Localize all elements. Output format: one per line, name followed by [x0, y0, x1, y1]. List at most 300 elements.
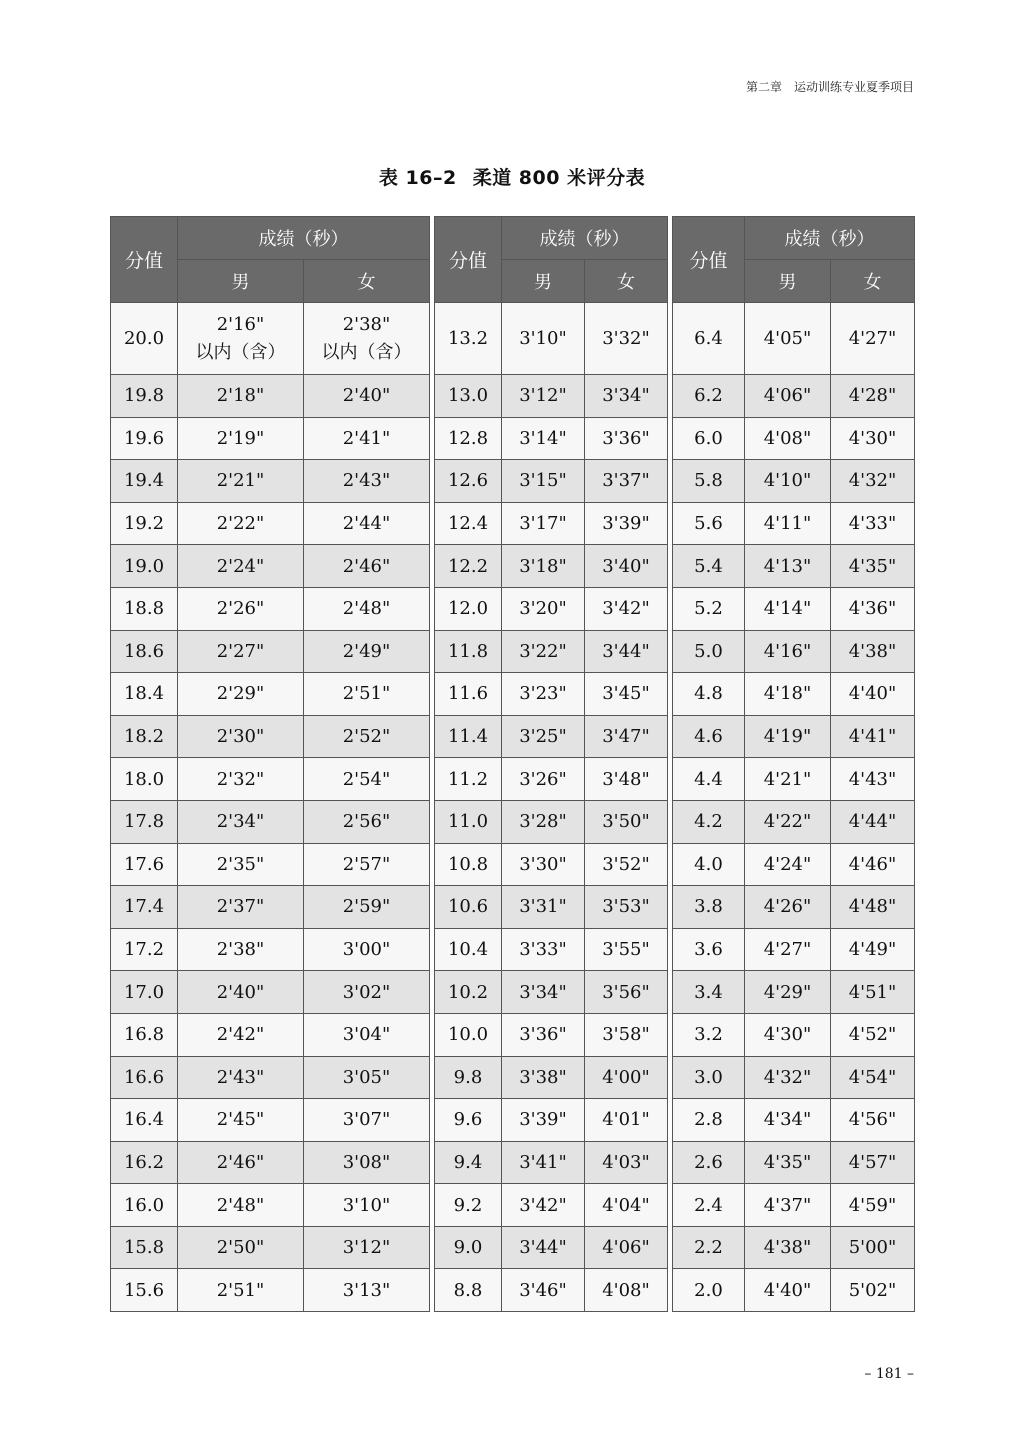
male-time: 2'16" [216, 313, 265, 335]
male-time-cell: 3'44" [502, 1226, 585, 1269]
male-time-cell: 3'14" [502, 417, 585, 460]
table-row [673, 1226, 915, 1269]
male-time-cell: 3'22" [502, 630, 585, 673]
score-cell: 5.6 [673, 502, 745, 545]
male-time-cell: 4'18" [745, 673, 831, 716]
table-row [111, 758, 430, 801]
female-time-cell: 4'59" [831, 1184, 915, 1227]
score-cell: 19.6 [111, 417, 178, 460]
male-time-cell: 3'26" [502, 758, 585, 801]
score-cell: 16.4 [111, 1099, 178, 1142]
table-row [435, 417, 668, 460]
score-cell: 17.8 [111, 800, 178, 843]
female-time-cell: 4'41" [831, 715, 915, 758]
female-time-cell: 4'04" [585, 1184, 668, 1227]
score-cell: 16.6 [111, 1056, 178, 1099]
female-time-cell: 4'49" [831, 928, 915, 971]
male-time-cell: 3'17" [502, 502, 585, 545]
score-header: 分值 [111, 217, 178, 303]
female-time-cell: 4'46" [831, 843, 915, 886]
score-cell: 15.8 [111, 1226, 178, 1269]
table-row [111, 417, 430, 460]
score-value: 20.0 [123, 327, 165, 349]
score-cell [435, 303, 502, 375]
table-row [673, 587, 915, 630]
male-time-cell: 4'38" [745, 1226, 831, 1269]
female-time-cell: 2'43" [304, 460, 430, 503]
table-number: 表 16–2 [378, 167, 457, 189]
page-number: – 181 – [864, 1366, 914, 1382]
table-row [673, 1184, 915, 1227]
female-time-cell: 2'52" [304, 715, 430, 758]
score-cell: 19.0 [111, 545, 178, 588]
score-cell: 13.0 [435, 375, 502, 418]
score-cell: 2.2 [673, 1226, 745, 1269]
score-cell: 16.2 [111, 1141, 178, 1184]
female-time-cell: 3'05" [304, 1056, 430, 1099]
table-row [673, 1013, 915, 1056]
female-header: 女 [304, 260, 430, 303]
female-time-cell: 2'51" [304, 673, 430, 716]
table-row [673, 1141, 915, 1184]
table-row [435, 502, 668, 545]
table-row [435, 1056, 668, 1099]
table-row [435, 303, 668, 375]
table-title-text: 柔道 800 米评分表 [472, 167, 646, 189]
score-cell: 10.6 [435, 886, 502, 929]
female-time-cell: 4'52" [831, 1013, 915, 1056]
male-time-cell: 3'33" [502, 928, 585, 971]
female-time-cell: 3'42" [585, 587, 668, 630]
score-value: 13.2 [447, 327, 489, 349]
male-time-cell: 2'46" [178, 1141, 304, 1184]
score-cell: 4.4 [673, 758, 745, 801]
male-time-cell: 3'38" [502, 1056, 585, 1099]
table-row [111, 460, 430, 503]
score-cell: 5.0 [673, 630, 745, 673]
table-row [111, 800, 430, 843]
table-row [435, 375, 668, 418]
female-time-cell: 5'00" [831, 1226, 915, 1269]
male-time-cell: 3'46" [502, 1269, 585, 1312]
table-row [111, 545, 430, 588]
table-row [435, 1013, 668, 1056]
score-cell: 3.6 [673, 928, 745, 971]
table-row [673, 800, 915, 843]
table-row [111, 587, 430, 630]
male-time-cell: 3'23" [502, 673, 585, 716]
male-time-cell: 2'30" [178, 715, 304, 758]
score-cell: 4.0 [673, 843, 745, 886]
male-time-cell [745, 303, 831, 375]
female-time-cell: 3'13" [304, 1269, 430, 1312]
male-time-cell: 3'34" [502, 971, 585, 1014]
female-time-cell: 3'37" [585, 460, 668, 503]
score-cell: 18.2 [111, 715, 178, 758]
table-row [673, 673, 915, 716]
table-row [673, 502, 915, 545]
male-time: 4'05" [763, 327, 812, 349]
score-cell: 16.8 [111, 1013, 178, 1056]
female-time-cell: 3'52" [585, 843, 668, 886]
male-time-cell: 3'28" [502, 800, 585, 843]
score-cell: 17.4 [111, 886, 178, 929]
female-time-cell: 4'48" [831, 886, 915, 929]
female-time-cell: 4'36" [831, 587, 915, 630]
male-time-cell: 2'37" [178, 886, 304, 929]
score-cell: 18.8 [111, 587, 178, 630]
male-time-cell: 4'06" [745, 375, 831, 418]
table-row [435, 928, 668, 971]
female-time-cell: 3'58" [585, 1013, 668, 1056]
score-cell: 6.2 [673, 375, 745, 418]
male-time-cell: 3'41" [502, 1141, 585, 1184]
male-time-cell: 4'14" [745, 587, 831, 630]
male-time-cell: 4'22" [745, 800, 831, 843]
score-cell: 12.6 [435, 460, 502, 503]
male-time-cell: 3'15" [502, 460, 585, 503]
male-time-cell: 2'27" [178, 630, 304, 673]
table-row [673, 758, 915, 801]
score-table-1 [110, 216, 430, 1312]
male-time-cell: 4'08" [745, 417, 831, 460]
table-row [673, 843, 915, 886]
score-table-3 [672, 216, 915, 1312]
male-time-cell: 2'42" [178, 1013, 304, 1056]
result-header: 成绩（秒） [178, 217, 430, 260]
table-row [673, 545, 915, 588]
table-row [435, 886, 668, 929]
female-time: 4'27" [848, 327, 897, 349]
female-time-cell: 3'04" [304, 1013, 430, 1056]
female-time-cell: 2'59" [304, 886, 430, 929]
running-head: 第二章 运动训练专业夏季项目 [745, 80, 914, 94]
male-time-cell: 2'50" [178, 1226, 304, 1269]
score-cell: 12.2 [435, 545, 502, 588]
female-time-cell: 2'49" [304, 630, 430, 673]
score-cell: 5.8 [673, 460, 745, 503]
table-row [435, 715, 668, 758]
female-time-cell: 4'32" [831, 460, 915, 503]
score-cell: 9.2 [435, 1184, 502, 1227]
score-cell [111, 303, 178, 375]
male-time-cell: 2'18" [178, 375, 304, 418]
female-time-cell: 4'28" [831, 375, 915, 418]
female-time-cell: 4'35" [831, 545, 915, 588]
male-time-cell: 3'31" [502, 886, 585, 929]
female-time-cell: 3'07" [304, 1099, 430, 1142]
score-cell: 2.0 [673, 1269, 745, 1312]
score-cell: 9.4 [435, 1141, 502, 1184]
table-row [111, 843, 430, 886]
male-header: 男 [502, 260, 585, 303]
score-cell: 12.0 [435, 587, 502, 630]
female-time-cell: 4'56" [831, 1099, 915, 1142]
female-time-cell: 4'54" [831, 1056, 915, 1099]
female-time-cell: 3'50" [585, 800, 668, 843]
score-cell: 5.2 [673, 587, 745, 630]
male-time-cell: 2'34" [178, 800, 304, 843]
score-cell: 2.8 [673, 1099, 745, 1142]
male-time-cell: 4'13" [745, 545, 831, 588]
male-time-cell: 3'12" [502, 375, 585, 418]
table-row [673, 928, 915, 971]
male-time-cell: 4'30" [745, 1013, 831, 1056]
female-time-cell: 4'51" [831, 971, 915, 1014]
female-time-cell: 3'55" [585, 928, 668, 971]
table-row [111, 303, 430, 375]
score-cell: 17.6 [111, 843, 178, 886]
female-time: 2'38" [342, 313, 391, 335]
male-time-cell: 4'32" [745, 1056, 831, 1099]
table-row [111, 1184, 430, 1227]
table-row [111, 502, 430, 545]
table-row [435, 1141, 668, 1184]
table-row [435, 1184, 668, 1227]
male-time-cell: 4'26" [745, 886, 831, 929]
score-cell: 8.8 [435, 1269, 502, 1312]
score-cell [673, 303, 745, 375]
score-cell: 10.8 [435, 843, 502, 886]
score-cell: 4.2 [673, 800, 745, 843]
female-time-cell: 2'48" [304, 587, 430, 630]
male-time-cell: 4'19" [745, 715, 831, 758]
female-time-cell: 3'36" [585, 417, 668, 460]
female-time-cell: 3'12" [304, 1226, 430, 1269]
table-row [111, 1226, 430, 1269]
table-row [435, 630, 668, 673]
female-time-cell: 2'46" [304, 545, 430, 588]
score-cell: 16.0 [111, 1184, 178, 1227]
male-time-cell: 2'43" [178, 1056, 304, 1099]
table-row [673, 460, 915, 503]
male-header: 男 [178, 260, 304, 303]
score-cell: 5.4 [673, 545, 745, 588]
score-cell: 15.6 [111, 1269, 178, 1312]
male-time-cell: 2'29" [178, 673, 304, 716]
male-time-cell [502, 303, 585, 375]
female-time-cell: 2'44" [304, 502, 430, 545]
score-cell: 9.6 [435, 1099, 502, 1142]
score-cell: 4.6 [673, 715, 745, 758]
female-time-cell: 3'39" [585, 502, 668, 545]
table-row [673, 971, 915, 1014]
score-table-2 [434, 216, 668, 1312]
table-row [111, 673, 430, 716]
score-cell: 18.4 [111, 673, 178, 716]
table-row [435, 673, 668, 716]
male-time-cell: 2'26" [178, 587, 304, 630]
table-row [673, 886, 915, 929]
male-time-cell: 2'32" [178, 758, 304, 801]
score-cell: 3.2 [673, 1013, 745, 1056]
table-row [673, 1056, 915, 1099]
score-cell: 9.8 [435, 1056, 502, 1099]
table-row [673, 303, 915, 375]
table-row [111, 715, 430, 758]
male-header: 男 [745, 260, 831, 303]
male-time-cell: 3'36" [502, 1013, 585, 1056]
female-time-cell [585, 303, 668, 375]
male-time-cell: 3'20" [502, 587, 585, 630]
table-row [435, 971, 668, 1014]
score-cell: 18.6 [111, 630, 178, 673]
female-time-cell: 3'02" [304, 971, 430, 1014]
female-time-cell: 4'00" [585, 1056, 668, 1099]
male-time-cell: 3'39" [502, 1099, 585, 1142]
score-cell: 10.0 [435, 1013, 502, 1056]
score-header: 分值 [673, 217, 745, 303]
table-row [111, 375, 430, 418]
female-time-cell: 3'10" [304, 1184, 430, 1227]
table-row [111, 630, 430, 673]
score-cell: 11.0 [435, 800, 502, 843]
female-time-cell: 3'08" [304, 1141, 430, 1184]
table-row [435, 1099, 668, 1142]
table-row [435, 545, 668, 588]
male-time-cell: 4'37" [745, 1184, 831, 1227]
male-time-cell: 2'48" [178, 1184, 304, 1227]
result-header: 成绩（秒） [502, 217, 668, 260]
score-cell: 17.2 [111, 928, 178, 971]
male-time-cell: 2'40" [178, 971, 304, 1014]
score-cell: 3.0 [673, 1056, 745, 1099]
female-time-cell: 4'08" [585, 1269, 668, 1312]
female-time-cell: 2'56" [304, 800, 430, 843]
female-time-cell: 4'40" [831, 673, 915, 716]
male-time-cell: 4'35" [745, 1141, 831, 1184]
table-row [111, 971, 430, 1014]
male-time-cell: 4'27" [745, 928, 831, 971]
score-cell: 11.4 [435, 715, 502, 758]
table-row [673, 1099, 915, 1142]
female-time-cell: 3'45" [585, 673, 668, 716]
table-row [111, 1056, 430, 1099]
female-time: 3'32" [602, 327, 650, 349]
result-header: 成绩（秒） [745, 217, 915, 260]
female-time-cell: 2'54" [304, 758, 430, 801]
female-time-cell: 4'30" [831, 417, 915, 460]
male-time-cell: 4'16" [745, 630, 831, 673]
female-time-note: 以内（含） [321, 341, 412, 363]
female-time-cell: 2'57" [304, 843, 430, 886]
male-time-cell: 4'10" [745, 460, 831, 503]
male-time-cell: 4'29" [745, 971, 831, 1014]
female-time-cell: 4'38" [831, 630, 915, 673]
female-time-cell [304, 303, 430, 375]
male-time-cell: 2'51" [178, 1269, 304, 1312]
score-cell: 4.8 [673, 673, 745, 716]
score-cell: 19.8 [111, 375, 178, 418]
female-time-cell: 4'03" [585, 1141, 668, 1184]
score-cell: 11.6 [435, 673, 502, 716]
female-time-cell: 4'01" [585, 1099, 668, 1142]
score-cell: 3.4 [673, 971, 745, 1014]
male-time-cell: 2'21" [178, 460, 304, 503]
male-time-cell: 2'24" [178, 545, 304, 588]
female-time-cell: 4'33" [831, 502, 915, 545]
table-row [435, 460, 668, 503]
score-cell: 2.4 [673, 1184, 745, 1227]
table-row [435, 1269, 668, 1312]
table-row [111, 1141, 430, 1184]
female-time-cell: 4'44" [831, 800, 915, 843]
female-time-cell: 3'48" [585, 758, 668, 801]
male-time-note: 以内（含） [195, 341, 286, 363]
score-cell: 17.0 [111, 971, 178, 1014]
score-cell: 19.4 [111, 460, 178, 503]
score-cell: 6.0 [673, 417, 745, 460]
table-row [673, 375, 915, 418]
male-time-cell: 4'11" [745, 502, 831, 545]
male-time: 3'10" [519, 327, 567, 349]
score-cell: 2.6 [673, 1141, 745, 1184]
female-time-cell: 4'06" [585, 1226, 668, 1269]
score-cell: 3.8 [673, 886, 745, 929]
table-row [673, 715, 915, 758]
male-time-cell: 3'30" [502, 843, 585, 886]
female-time-cell: 3'47" [585, 715, 668, 758]
male-time-cell: 3'25" [502, 715, 585, 758]
table-row [435, 800, 668, 843]
score-cell: 10.2 [435, 971, 502, 1014]
table-row [111, 1099, 430, 1142]
female-time-cell: 3'34" [585, 375, 668, 418]
male-time-cell: 4'40" [745, 1269, 831, 1312]
score-cell: 18.0 [111, 758, 178, 801]
table-row [435, 1226, 668, 1269]
female-time-cell: 4'43" [831, 758, 915, 801]
female-time-cell: 3'56" [585, 971, 668, 1014]
male-time-cell [178, 303, 304, 375]
female-header: 女 [831, 260, 915, 303]
male-time-cell: 3'42" [502, 1184, 585, 1227]
female-header: 女 [585, 260, 668, 303]
female-time-cell: 3'40" [585, 545, 668, 588]
female-time-cell: 5'02" [831, 1269, 915, 1312]
male-time-cell: 2'38" [178, 928, 304, 971]
table-row [435, 587, 668, 630]
table-title [0, 163, 1024, 190]
score-cell: 12.4 [435, 502, 502, 545]
female-time-cell: 4'57" [831, 1141, 915, 1184]
female-time-cell: 2'41" [304, 417, 430, 460]
female-time-cell [831, 303, 915, 375]
table-row [111, 1269, 430, 1312]
male-time-cell: 2'22" [178, 502, 304, 545]
female-time-cell: 3'44" [585, 630, 668, 673]
female-time-cell: 2'40" [304, 375, 430, 418]
table-row [673, 1269, 915, 1312]
table-row [111, 928, 430, 971]
table-row [435, 843, 668, 886]
male-time-cell: 2'45" [178, 1099, 304, 1142]
score-header: 分值 [435, 217, 502, 303]
table-row [435, 758, 668, 801]
female-time-cell: 3'53" [585, 886, 668, 929]
score-cell: 9.0 [435, 1226, 502, 1269]
score-cell: 11.8 [435, 630, 502, 673]
female-time-cell: 3'00" [304, 928, 430, 971]
male-time-cell: 3'18" [502, 545, 585, 588]
score-value: 6.4 [694, 327, 723, 349]
score-cell: 12.8 [435, 417, 502, 460]
table-row [673, 630, 915, 673]
table-row [111, 1013, 430, 1056]
male-time-cell: 2'19" [178, 417, 304, 460]
score-cell: 11.2 [435, 758, 502, 801]
male-time-cell: 4'24" [745, 843, 831, 886]
